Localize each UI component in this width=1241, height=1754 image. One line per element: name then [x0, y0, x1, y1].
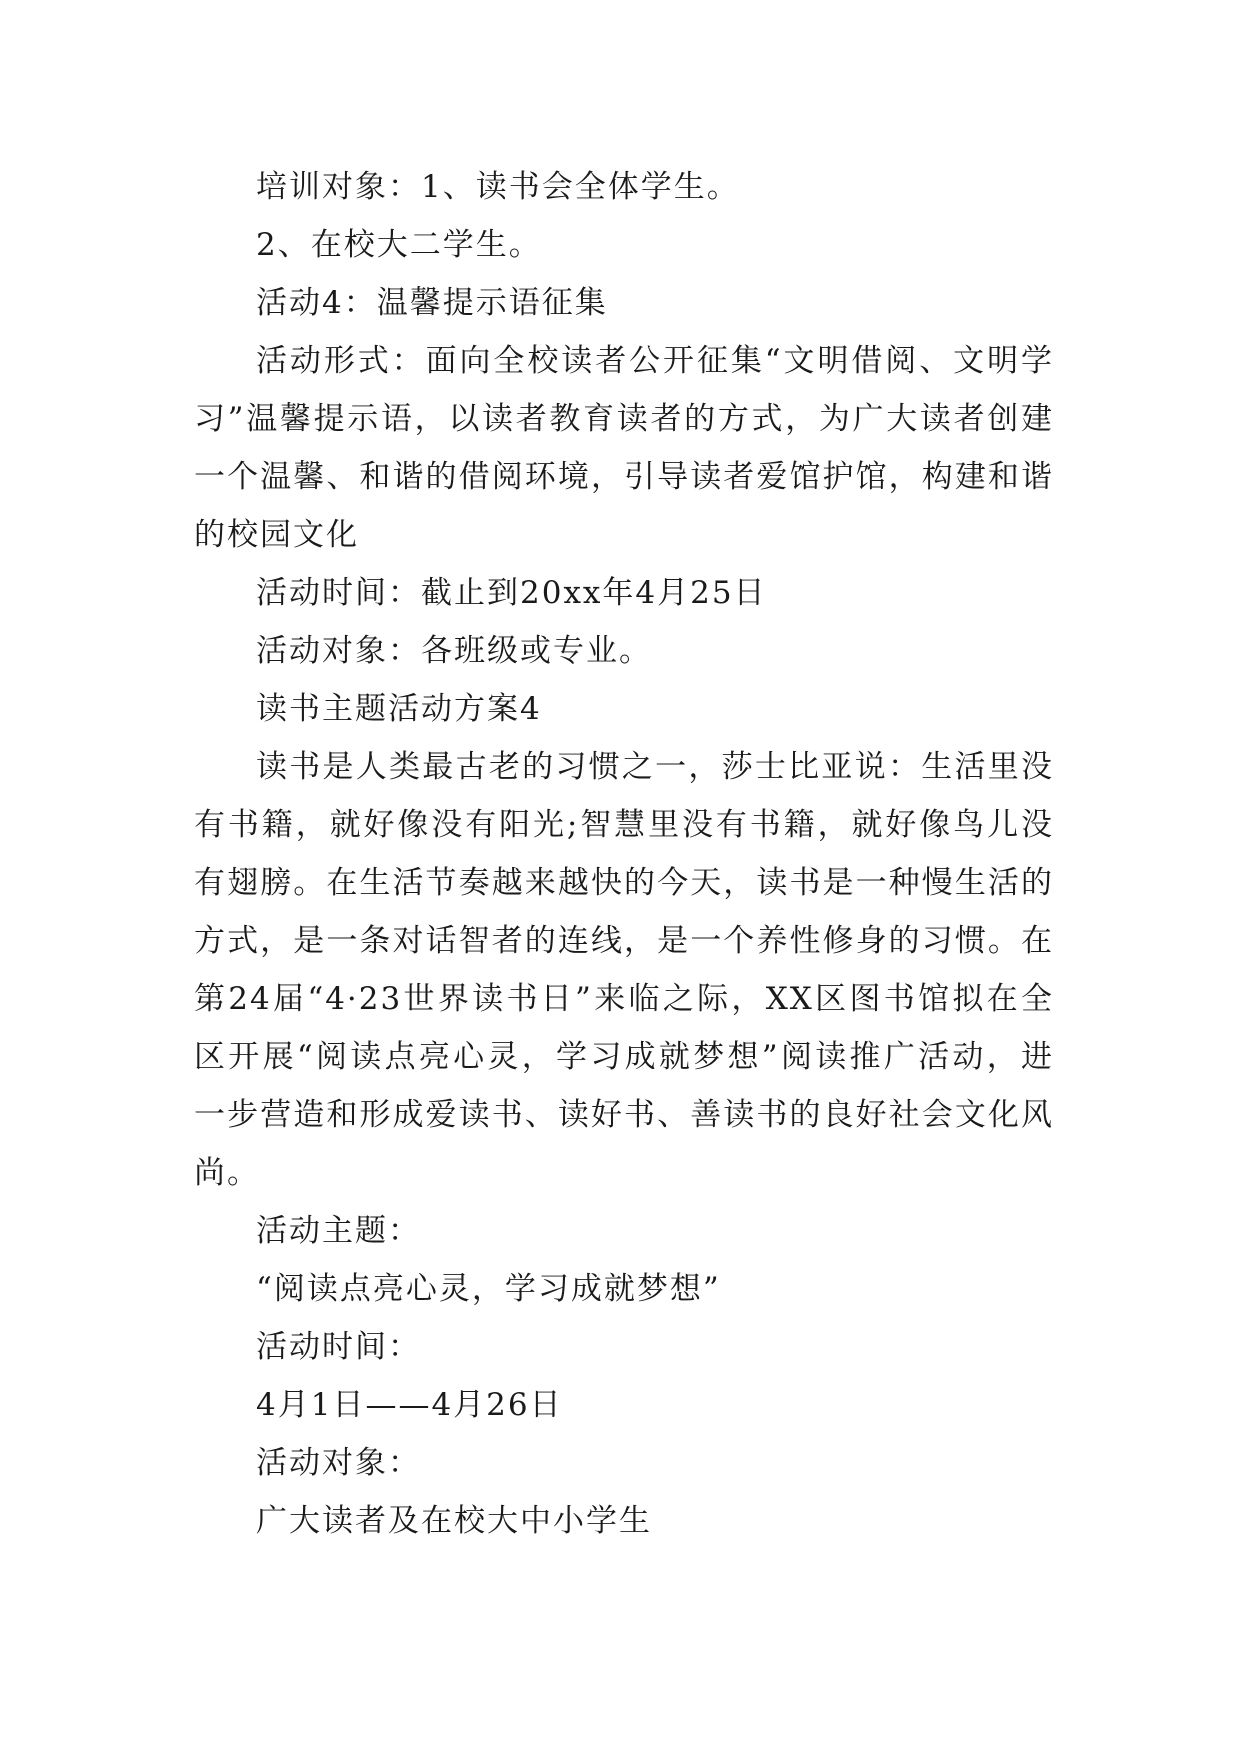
- paragraph-activity-4-heading: 活动4：温馨提示语征集: [256, 285, 608, 321]
- paragraph-activity-form: 活动形式：面向全校读者公开征集“文明借阅、文明学习”温馨提示语，以读者教育读者的方式，为广大读者创建一个温馨、和谐的借阅环境，引导读者爱馆护馆，构建和谐的校园文化: [194, 343, 1054, 553]
- paragraph-sophomore-students: 2、在校大二学生。: [256, 227, 542, 263]
- paragraph-training-target: 培训对象：1、读书会全体学生。: [256, 169, 740, 205]
- paragraph-theme-label: 活动主题：: [256, 1213, 421, 1249]
- paragraph-theme-value: “阅读点亮心灵，学习成就梦想”: [256, 1271, 721, 1307]
- paragraph-activity-audience: 活动对象：各班级或专业。: [256, 633, 652, 669]
- paragraph-activity-deadline: 活动时间：截止到20xx年4月25日: [256, 575, 767, 611]
- paragraph-time-label: 活动时间：: [256, 1329, 421, 1365]
- paragraph-audience-label: 活动对象：: [256, 1445, 421, 1481]
- paragraph-audience-value: 广大读者及在校大中小学生: [256, 1503, 652, 1539]
- paragraph-plan-4-heading: 读书主题活动方案4: [256, 691, 542, 727]
- paragraph-plan-4-intro: 读书是人类最古老的习惯之一，莎士比亚说：生活里没有书籍，就好像没有阳光;智慧里没有书籍，就好像鸟儿没有翅膀。在生活节奏越来越快的今天，读书是一种慢生活的方式，是一条对话智者的连线，是一个养性修身的习惯。在第24届“4·23世界读书日”来临之际，XX区图书馆拟在全区开展“阅读点亮心灵，学习成就梦想”阅读推广活动，进一步营造和形成爱读书、读好书、善读书的良好社会文化风尚。: [194, 749, 1054, 1191]
- document-body: [194, 158, 1054, 1550]
- paragraph-time-value: 4月1日——4月26日: [256, 1387, 563, 1423]
